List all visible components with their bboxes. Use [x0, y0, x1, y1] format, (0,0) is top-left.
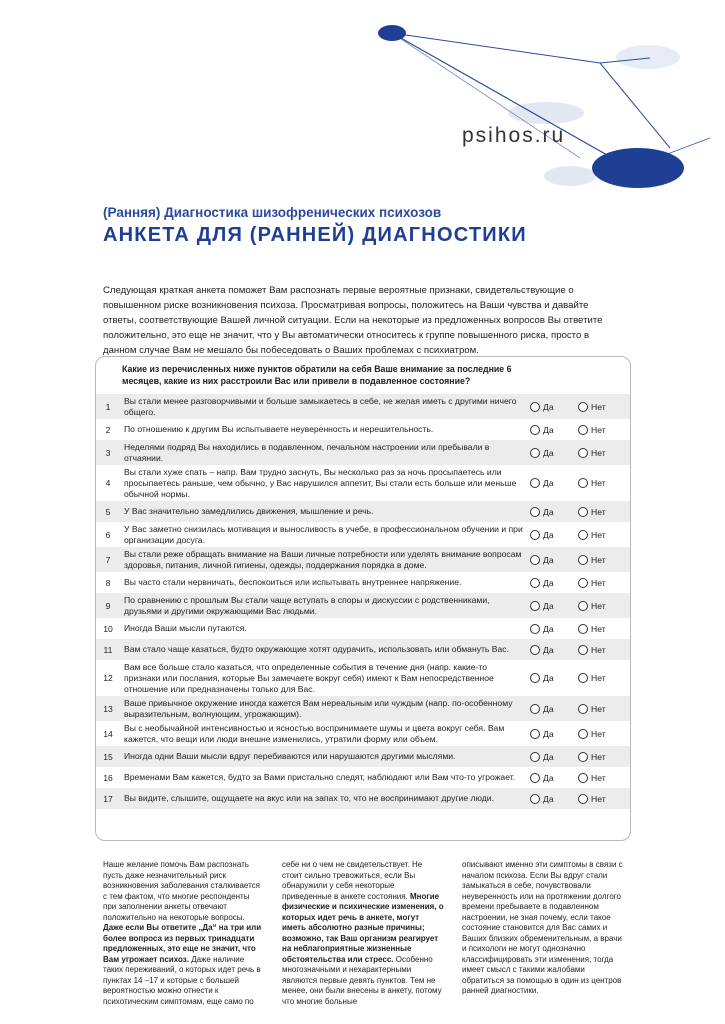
question-text: Неделями подряд Вы находились в подавленном, печальном настроении или пребывали в отчаянии.	[124, 441, 490, 463]
yes-option-label: Да	[543, 772, 554, 783]
yes-option-label: Да	[543, 447, 554, 458]
yes-option-label: Да	[543, 600, 554, 611]
footer-col2-text-b: Многие физические и психические изменения, о которых идет речь в анкете, могут иметь абсолютно разные причины; возможно, так Ваш организм реагирует на неблагоприятные жизненные обстоятельства или стресс.	[282, 891, 444, 964]
no-option[interactable]	[578, 578, 626, 588]
row-number: 2	[105, 424, 111, 435]
no-option-label: Нет	[591, 424, 606, 435]
row-number: 5	[105, 506, 111, 517]
row-number: 17	[103, 793, 113, 804]
radio-icon[interactable]	[530, 729, 540, 739]
radio-icon[interactable]	[530, 645, 540, 655]
radio-icon[interactable]	[530, 673, 540, 683]
footer-col1-text-a: Наше желание помочь Вам распознать пусть даже незначительный риск возникновения заболевания сталкивается с тем фактом, что многие респонденты при заполнении анкеты отвечают положительно на некоторые вопросы.	[103, 860, 260, 922]
yes-option[interactable]	[530, 601, 578, 611]
no-option-label: Нет	[591, 447, 606, 458]
no-option[interactable]	[578, 794, 626, 804]
no-option[interactable]	[578, 478, 626, 488]
radio-icon[interactable]	[530, 402, 540, 412]
radio-icon[interactable]	[530, 704, 540, 714]
questionnaire-box	[95, 356, 631, 841]
radio-icon[interactable]	[578, 478, 588, 488]
no-option-label: Нет	[591, 793, 606, 804]
question-text: Вы часто стали нервничать, беспокоиться или испытывать внутреннее напряжение.	[124, 577, 462, 587]
yes-option[interactable]	[530, 530, 578, 540]
row-number: 1	[105, 401, 111, 412]
row-number: 4	[105, 478, 111, 488]
radio-icon[interactable]	[530, 624, 540, 634]
no-option[interactable]	[578, 601, 626, 611]
yes-option[interactable]	[530, 507, 578, 517]
no-option[interactable]	[578, 448, 626, 458]
yes-option-label: Да	[543, 478, 554, 488]
no-option-label: Нет	[591, 506, 606, 517]
question-text: Вы стали менее разговорчивыми и больше замыкаетесь в себе, не желая иметь с другими ничего общего.	[124, 395, 517, 417]
question-text: У Вас значительно замедлились движения, мышление и речь.	[124, 506, 374, 516]
table-row	[96, 522, 630, 547]
no-option[interactable]	[578, 624, 626, 634]
row-number: 6	[105, 529, 111, 540]
row-number: 3	[105, 447, 111, 458]
yes-option-label: Да	[543, 673, 554, 683]
radio-icon[interactable]	[530, 555, 540, 565]
radio-icon[interactable]	[530, 507, 540, 517]
page-kicker: (Ранняя) Диагностика шизофренических психозов	[103, 205, 442, 220]
yes-option[interactable]	[530, 425, 578, 435]
radio-icon[interactable]	[578, 448, 588, 458]
table-row	[96, 419, 630, 440]
yes-option-label: Да	[543, 577, 554, 588]
yes-option-label: Да	[543, 401, 554, 412]
no-option-label: Нет	[591, 728, 606, 739]
table-row	[96, 788, 630, 809]
radio-icon[interactable]	[578, 794, 588, 804]
no-option[interactable]	[578, 507, 626, 517]
no-option[interactable]	[578, 673, 626, 683]
yes-option-label: Да	[543, 529, 554, 540]
yes-option[interactable]	[530, 752, 578, 762]
yes-option[interactable]	[530, 555, 578, 565]
row-number: 12	[103, 673, 113, 683]
table-row	[96, 572, 630, 593]
yes-option-label: Да	[543, 751, 554, 762]
yes-option-label: Да	[543, 703, 554, 714]
no-option-label: Нет	[591, 644, 606, 655]
footer-column-2	[282, 860, 444, 1007]
no-option[interactable]	[578, 555, 626, 565]
yes-option[interactable]	[530, 402, 578, 412]
question-text: Вы видите, слышите, ощущаете на вкус или на запах то, что не воспринимают другие люди.	[124, 793, 494, 803]
question-text: Вы стали реже обращать внимание на Ваши личные потребности или уделять внимание вопросам здоровья, питания, личной гигиены, одежды, поддержания порядка в доме.	[124, 548, 522, 570]
question-text: Вы с необычайной интенсивностью и ясностью воспринимаете шумы и цвета вокруг себя. Вам кажется, что вещи или люди внешне изменились, утратили форму или объем.	[124, 722, 505, 744]
radio-icon[interactable]	[578, 402, 588, 412]
question-text: Вам все больше стало казаться, что определенные события в течение дня (напр. какие-то признаки или послания, которые Вы замечаете вокруг себя) имеют к Вам непосредственное отношение или предназначены только для Вас.	[124, 661, 494, 694]
questionnaire-rows	[96, 394, 630, 809]
footer-column-1	[103, 860, 263, 1007]
row-number: 7	[105, 554, 111, 565]
row-number: 8	[105, 577, 111, 588]
table-row	[96, 746, 630, 767]
radio-icon[interactable]	[578, 425, 588, 435]
page-title: АНКЕТА ДЛЯ (РАННЕЙ) ДИАГНОСТИКИ	[103, 224, 527, 246]
radio-icon[interactable]	[530, 773, 540, 783]
footer-col1-text-c: Даже наличие таких переживаний, о которых идет речь в пунктах 14 –17 и которые с большей вероятностью можно отнести к психотическим симптомам, еще само по	[103, 954, 261, 1006]
yes-option-label: Да	[543, 554, 554, 565]
yes-option-label: Да	[543, 793, 554, 804]
footer-column-3: описывают именно эти симптомы в связи с началом психоза. Если Вы вдруг стали замыкаться в себе, почувствовали неуверенность или на протяжении долгого времени пребываете в подавленном настроении, не зная почему, если такое состояние становится для Вас самих и Ваших близких обременительным, а врачи и психологи не могут однозначно классифицировать эти изменения, тогда имеет смысл с такими жалобами обратиться за помощью в один из центров ранней диагностики.	[462, 860, 623, 995]
yes-option[interactable]	[530, 794, 578, 804]
question-text: Ваше привычное окружение иногда кажется Вам нереальным или чуждым (напр. по-особенному выразительным, волнующим, угрожающим).	[124, 697, 513, 719]
radio-icon[interactable]	[578, 704, 588, 714]
radio-icon[interactable]	[578, 507, 588, 517]
radio-icon[interactable]	[578, 578, 588, 588]
table-row	[96, 465, 630, 501]
row-number: 11	[103, 644, 113, 655]
yes-option[interactable]	[530, 704, 578, 714]
yes-option-label: Да	[543, 424, 554, 435]
questionnaire-question: Какие из перечисленных ниже пунктов обратили на себя Ваше внимание за последние 6 месяцев, какие из них расстроили Вас или привели в подавленное состояние?	[122, 364, 512, 386]
radio-icon[interactable]	[530, 530, 540, 540]
row-number: 15	[103, 751, 113, 762]
radio-icon[interactable]	[578, 729, 588, 739]
yes-option-label: Да	[543, 728, 554, 739]
no-option-label: Нет	[591, 751, 606, 762]
no-option-label: Нет	[591, 554, 606, 565]
question-text: Иногда Ваши мысли путаются.	[124, 623, 247, 633]
radio-icon[interactable]	[530, 578, 540, 588]
no-option-label: Нет	[591, 623, 606, 634]
no-option[interactable]	[578, 773, 626, 783]
no-option[interactable]	[578, 729, 626, 739]
yes-option[interactable]	[530, 624, 578, 634]
question-text: У Вас заметно снизилась мотивация и выносливость в учебе, в профессиональном обучении и при организации досуга.	[124, 523, 523, 545]
radio-icon[interactable]	[578, 624, 588, 634]
table-row	[96, 639, 630, 660]
table-row	[96, 593, 630, 618]
question-text: Иногда одни Ваши мысли вдруг перебиваются или нарушаются другими мыслями.	[124, 751, 456, 761]
table-row	[96, 547, 630, 572]
intro-paragraph: Следующая краткая анкета поможет Вам распознать первые вероятные признаки, свидетельствующие о повышенном риске возникновения психоза. Просматривая вопросы, положитесь на Ваши чувства и давайте ответы, соответствующие Вашей личной ситуации. Если на некоторые из предложенных вопросов Вы ответите положительно, это еще не значит, что у Вы автоматически относитесь к группе повышенного риска, просто в данном случае Вам не мешало бы побеседовать о Ваших проблемах с психиатром.	[103, 285, 603, 356]
question-text: Вы стали хуже спать – напр. Вам трудно заснуть, Вы несколько раз за ночь просыпаетесь или просыпаетесь раньше, чем обычно, у Вас нарушился аппетит, Вы стали есть больше или меньше обычной нормы.	[124, 466, 517, 499]
radio-icon[interactable]	[578, 673, 588, 683]
radio-icon[interactable]	[578, 645, 588, 655]
question-text: Временами Вам кажется, будто за Вами пристально следят, наблюдают или Вам что-то угрожает.	[124, 772, 516, 782]
no-option[interactable]	[578, 402, 626, 412]
row-number: 14	[103, 728, 113, 739]
yes-option[interactable]	[530, 478, 578, 488]
no-option[interactable]	[578, 530, 626, 540]
brand-logo-text: psihos.ru	[462, 124, 566, 147]
radio-icon[interactable]	[530, 794, 540, 804]
no-option-label: Нет	[591, 600, 606, 611]
question-text: Вам стало чаще казаться, будто окружающие хотят одурачить, использовать или обмануть Вас.	[124, 644, 509, 654]
molecule-logo-graphic	[370, 18, 710, 198]
table-row	[96, 440, 630, 465]
yes-option[interactable]	[530, 673, 578, 683]
row-number: 13	[103, 703, 113, 714]
yes-option[interactable]	[530, 578, 578, 588]
question-text: По отношению к другим Вы испытываете неуверенность и нерешительность.	[124, 424, 434, 434]
row-number: 9	[105, 600, 111, 611]
yes-option[interactable]	[530, 773, 578, 783]
yes-option-label: Да	[543, 623, 554, 634]
yes-option[interactable]	[530, 645, 578, 655]
radio-icon[interactable]	[578, 601, 588, 611]
no-option-label: Нет	[591, 703, 606, 714]
no-option-label: Нет	[591, 529, 606, 540]
radio-icon[interactable]	[530, 425, 540, 435]
no-option-label: Нет	[591, 478, 606, 488]
no-option[interactable]	[578, 704, 626, 714]
footer-col2-text-c: Особенно многозначными и нехарактерными являются первые девять пунктов. Тем не менее, они были внесены в анкету, потому что многие больные	[282, 954, 442, 1006]
no-option-label: Нет	[591, 673, 606, 683]
radio-icon[interactable]	[530, 448, 540, 458]
no-option-label: Нет	[591, 401, 606, 412]
yes-option-label: Да	[543, 506, 554, 517]
table-row	[96, 618, 630, 639]
no-option[interactable]	[578, 425, 626, 435]
radio-icon[interactable]	[578, 773, 588, 783]
table-row	[96, 394, 630, 419]
footer-col2-text-a: себе ни о чем не свидетельствует. Не стоит сильно тревожиться, если Вы обнаружили у себя некоторые приведенные в анкете состояния.	[282, 860, 423, 901]
table-row	[96, 696, 630, 721]
no-option-label: Нет	[591, 772, 606, 783]
radio-icon[interactable]	[578, 752, 588, 762]
no-option-label: Нет	[591, 577, 606, 588]
question-text: По сравнению с прошлым Вы стали чаще вступать в споры и дискуссии с родственниками, друзьями и другими окружающими Вас людьми.	[124, 594, 490, 616]
no-option[interactable]	[578, 752, 626, 762]
radio-icon[interactable]	[530, 601, 540, 611]
footer-col1-text-b: Даже если Вы ответите „Да“ на три или более вопроса из первых тринадцати предложенных, это еще не значит, что Вам угрожает психоз.	[103, 923, 262, 964]
radio-icon[interactable]	[530, 478, 540, 488]
yes-option-label: Да	[543, 644, 554, 655]
radio-icon[interactable]	[578, 530, 588, 540]
table-row	[96, 660, 630, 696]
row-number: 10	[103, 623, 113, 634]
yes-option[interactable]	[530, 448, 578, 458]
yes-option[interactable]	[530, 729, 578, 739]
row-number: 16	[103, 772, 113, 783]
table-row	[96, 721, 630, 746]
table-row	[96, 767, 630, 788]
no-option[interactable]	[578, 645, 626, 655]
radio-icon[interactable]	[578, 555, 588, 565]
table-row	[96, 501, 630, 522]
radio-icon[interactable]	[530, 752, 540, 762]
